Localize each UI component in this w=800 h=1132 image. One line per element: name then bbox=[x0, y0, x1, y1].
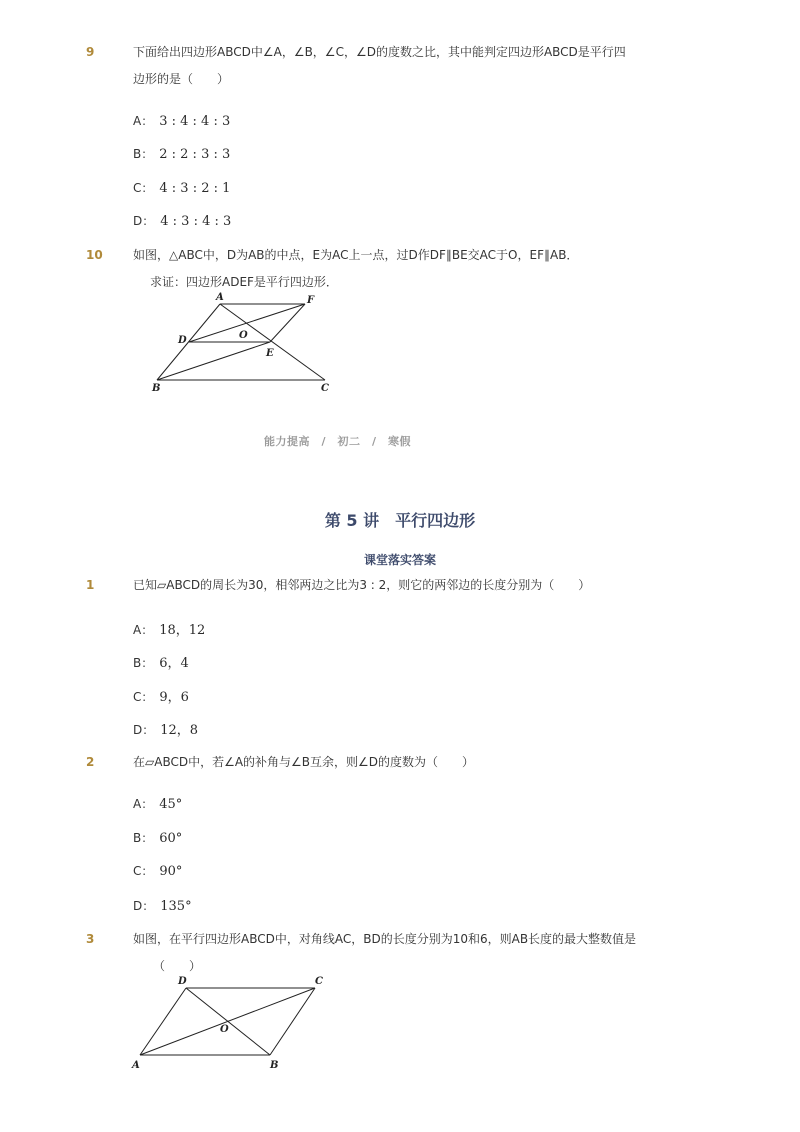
label-a: A bbox=[216, 292, 224, 303]
label-o: O bbox=[239, 330, 248, 341]
question-number: 3 bbox=[86, 932, 95, 946]
label-e: E bbox=[266, 348, 274, 359]
triangle-figure bbox=[145, 290, 345, 400]
lecture-title: 第 5 讲 平行四边形 bbox=[324, 511, 476, 530]
option-letter: B： bbox=[133, 831, 154, 845]
option-value: 6，4 bbox=[159, 656, 189, 671]
option-letter: D： bbox=[133, 214, 155, 228]
option-letter: C： bbox=[133, 181, 154, 195]
section-subtitle: 课堂落实答案 bbox=[363, 553, 436, 567]
option-value: 4 : 3 : 2 : 1 bbox=[159, 181, 231, 196]
label-d: D bbox=[178, 335, 187, 346]
label-b: B bbox=[270, 1060, 279, 1071]
option-c[interactable] bbox=[133, 686, 189, 705]
option-letter: A： bbox=[133, 114, 154, 128]
option-a[interactable] bbox=[133, 795, 182, 812]
option-value: 45° bbox=[159, 797, 183, 812]
question-number: 9 bbox=[86, 45, 95, 59]
question-text-line2: （ ） bbox=[153, 959, 202, 973]
option-letter: B： bbox=[133, 656, 154, 670]
page-header: 能力提高 / 初二 / 寒假 bbox=[264, 435, 412, 448]
option-letter: A： bbox=[133, 623, 154, 637]
option-a[interactable] bbox=[133, 619, 205, 638]
option-b[interactable] bbox=[133, 829, 182, 846]
option-d[interactable] bbox=[133, 719, 198, 738]
option-value: 90° bbox=[159, 864, 183, 879]
option-value: 135° bbox=[160, 899, 192, 914]
option-letter: D： bbox=[133, 899, 155, 913]
question-text-line1: 下面给出四边形ABCD中∠A，∠B，∠C，∠D的度数之比，其中能判定四边形ABCD是平行四 bbox=[133, 45, 626, 59]
option-c[interactable] bbox=[133, 179, 230, 196]
question-number: 10 bbox=[86, 248, 103, 262]
label-d: D bbox=[178, 976, 187, 987]
label-o: O bbox=[220, 1024, 229, 1035]
question-number: 2 bbox=[86, 755, 95, 769]
label-c: C bbox=[315, 976, 323, 987]
option-value: 3 : 4 : 4 : 3 bbox=[159, 114, 231, 129]
question-text-line1: 如图，△ABC中，D为AB的中点，E为AC上一点，过D作DF∥BE交AC于O，EF∥AB． bbox=[133, 248, 579, 262]
option-b[interactable] bbox=[133, 652, 189, 671]
option-value: 2 : 2 : 3 : 3 bbox=[159, 147, 231, 162]
option-letter: A： bbox=[133, 797, 154, 811]
option-letter: D： bbox=[133, 723, 155, 737]
label-c: C bbox=[321, 383, 329, 394]
question-text-line2: 求证：四边形ADEF是平行四边形． bbox=[150, 275, 338, 289]
option-letter: C： bbox=[133, 864, 154, 878]
option-b[interactable] bbox=[133, 145, 230, 162]
question-text-line2: 边形的是（ ） bbox=[133, 72, 230, 86]
question-text-line1: 已知▱ABCD的周长为30，相邻两边之比为3 : 2，则它的两邻边的长度分别为（ ） bbox=[133, 578, 591, 592]
label-f: F bbox=[307, 295, 315, 306]
option-value: 60° bbox=[159, 831, 183, 846]
label-a: A bbox=[132, 1060, 140, 1071]
option-value: 18，12 bbox=[159, 623, 206, 638]
parallelogram-figure bbox=[128, 972, 333, 1077]
question-number: 1 bbox=[86, 578, 95, 592]
label-b: B bbox=[152, 383, 161, 394]
option-d[interactable] bbox=[133, 897, 192, 914]
option-a[interactable] bbox=[133, 112, 230, 129]
question-text-line1: 如图，在平行四边形ABCD中，对角线AC，BD的长度分别为10和6，则AB长度的最大整数值是 bbox=[133, 932, 637, 946]
option-letter: B： bbox=[133, 147, 154, 161]
option-value: 4 : 3 : 4 : 3 bbox=[160, 214, 232, 229]
option-value: 12，8 bbox=[160, 723, 199, 738]
option-letter: C： bbox=[133, 690, 154, 704]
question-text-line1: 在▱ABCD中，若∠A的补角与∠B互余，则∠D的度数为（ ） bbox=[133, 755, 475, 769]
option-c[interactable] bbox=[133, 862, 182, 879]
option-value: 9，6 bbox=[159, 690, 189, 705]
option-d[interactable] bbox=[133, 212, 231, 229]
